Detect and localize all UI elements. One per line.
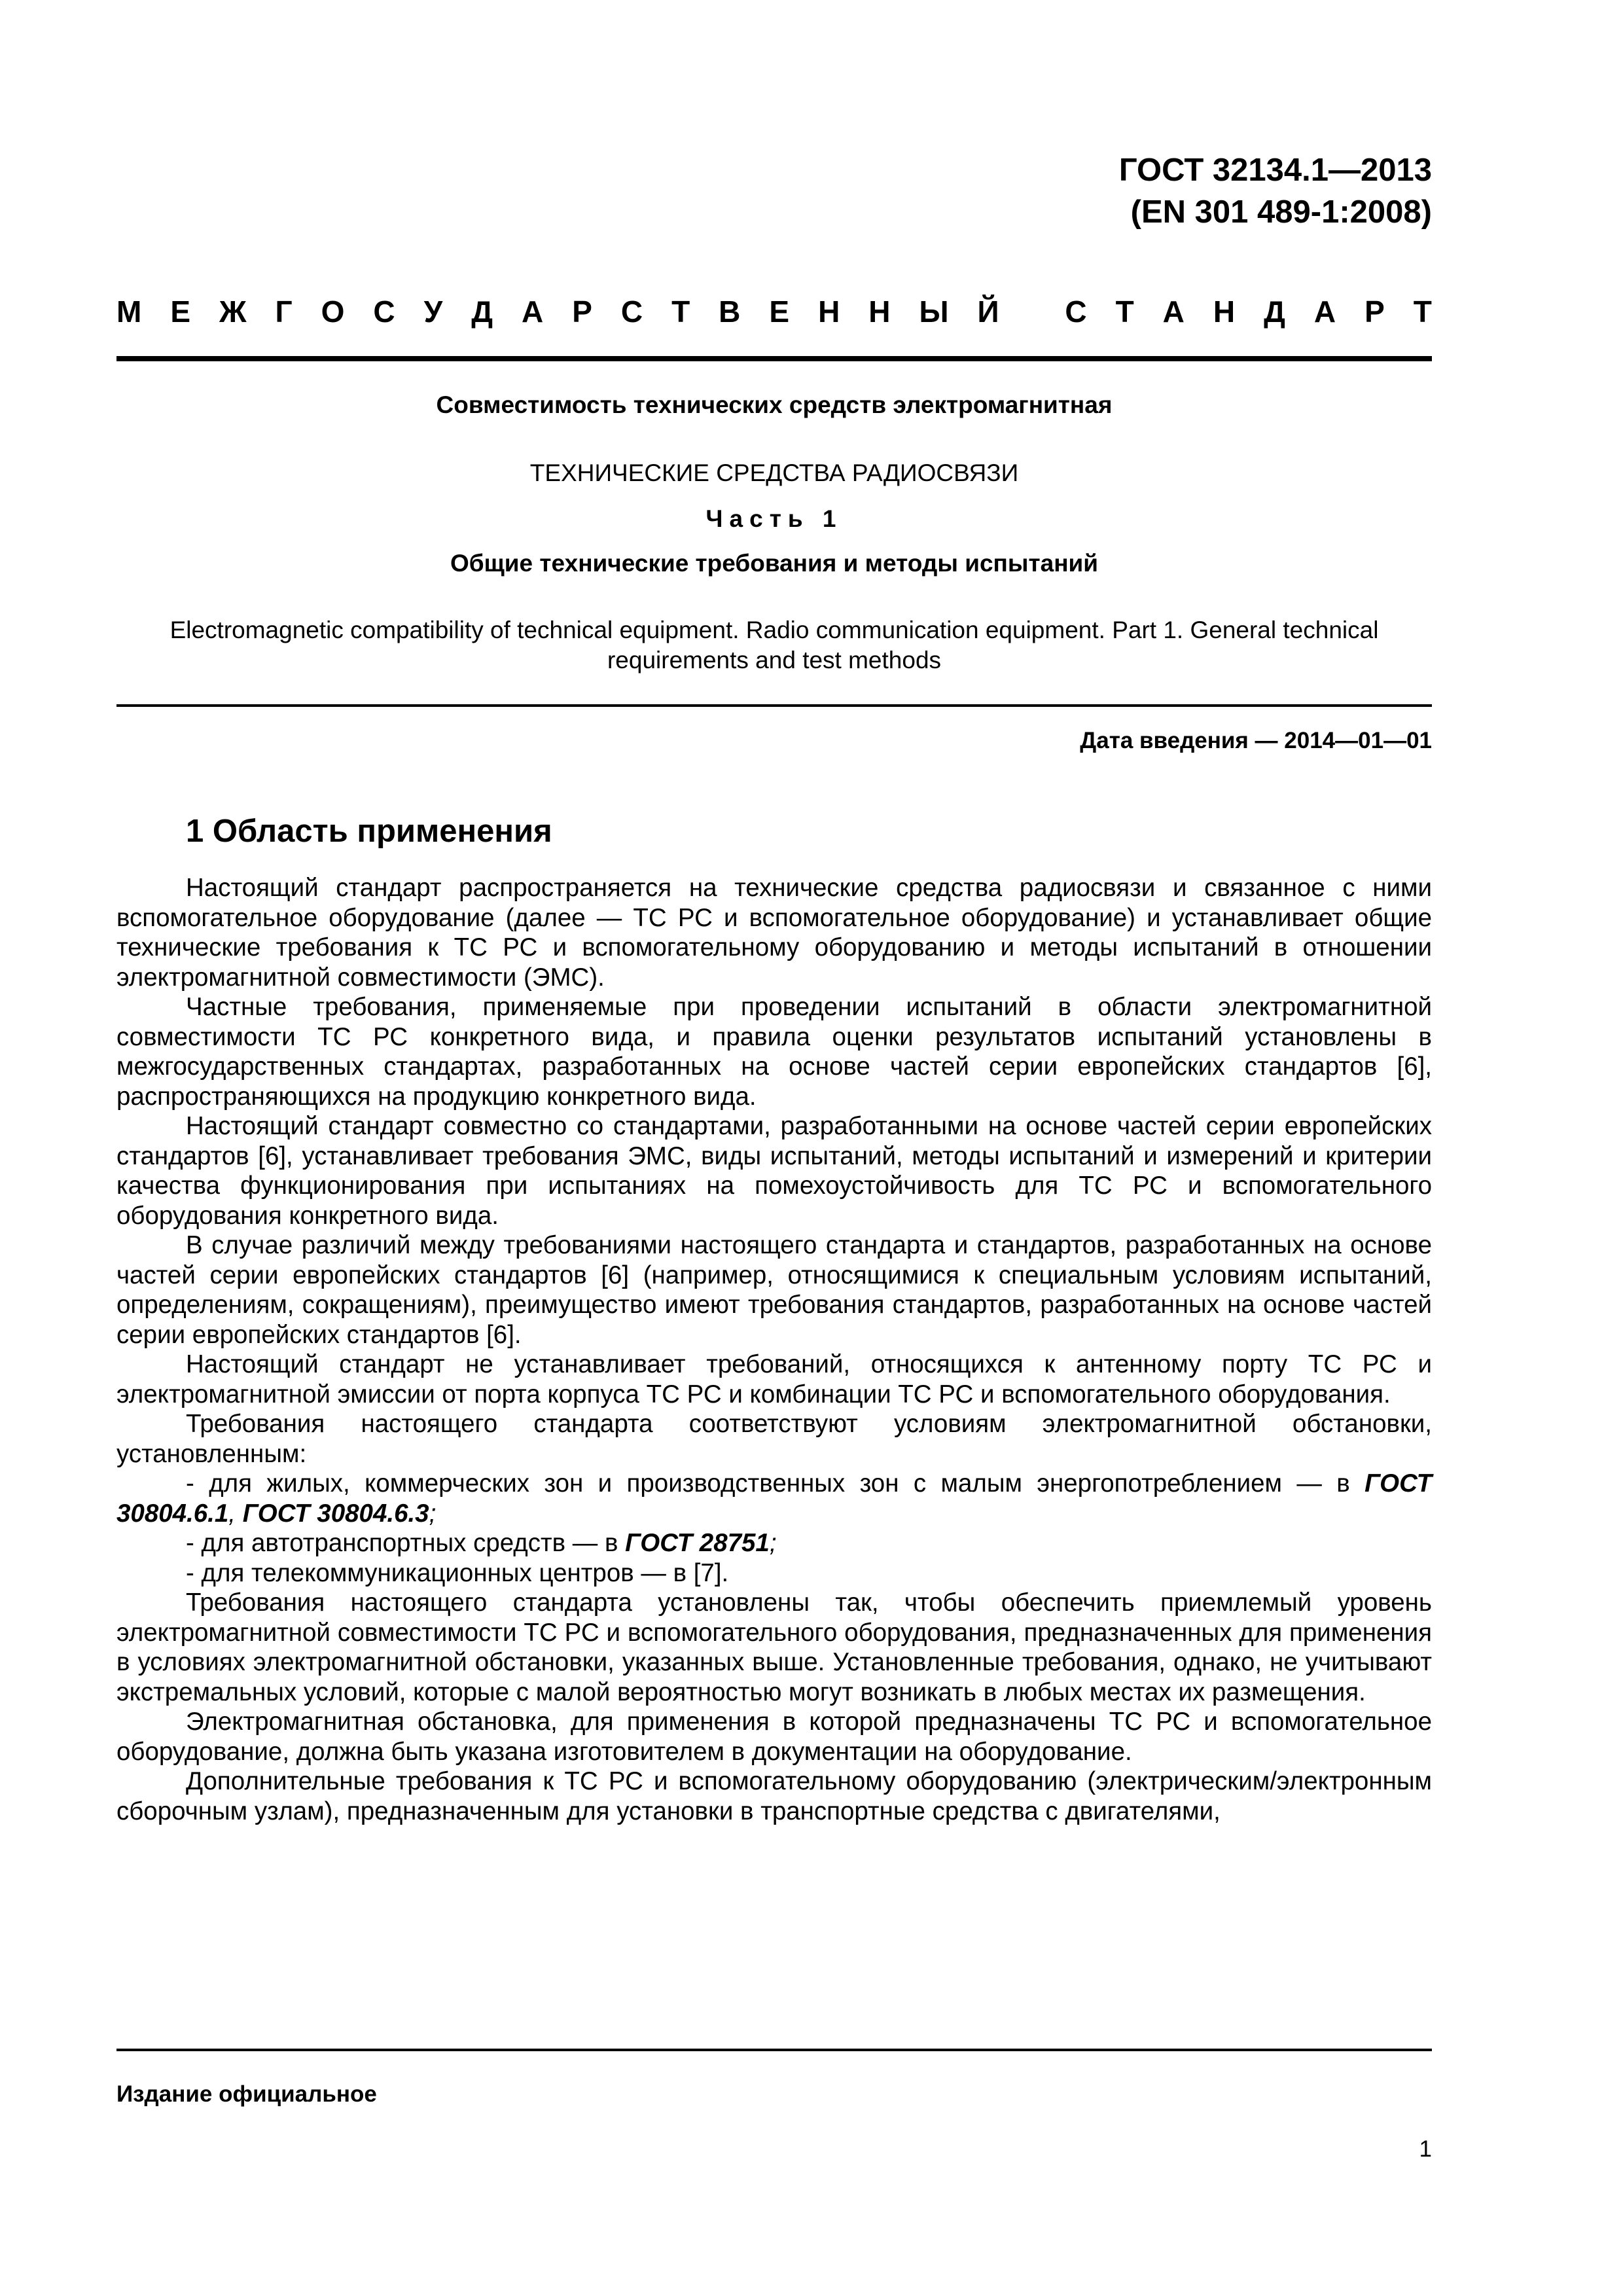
interstate-standard-banner [116, 293, 1432, 330]
page-number: 1 [1419, 2136, 1432, 2162]
standard-code [1119, 149, 1432, 233]
banner-letter: О [321, 295, 345, 329]
paragraph: Настоящий стандарт распространяется на технические средства радиосвязи и связанное с ними вспомогательное оборудование (далее — ТС РС и вспомогательное оборудование) и устанавливает общие технические требования к ТС РС и вспомогательному оборудованию и методы испытаний в отношении электромагнитной совместимости (ЭМС). [116, 874, 1432, 992]
banner-letter: Й [977, 295, 999, 329]
banner-letter: Р [1364, 295, 1385, 329]
banner-letter [1028, 293, 1037, 330]
list-item [116, 1528, 1432, 1558]
banner-letter: Ы [919, 295, 949, 329]
banner-letter: У [423, 295, 443, 329]
standard-code-line1: ГОСТ 32134.1—2013 [1118, 152, 1432, 188]
list-item-end: ; [769, 1529, 777, 1557]
separator: , [228, 1499, 243, 1528]
banner-letter: Е [769, 295, 790, 329]
banner-letter: Р [572, 295, 592, 329]
banner-letter: А [521, 295, 544, 329]
banner-letter: М [116, 295, 142, 329]
paragraph: Частные требования, применяемые при проведении испытаний в области электромагнитной совместимости ТС РС конкретного вида, и правила оценки результатов испытаний установлены в межгосударственных стандартах, разработанных на основе частей серии европейских стандартов [6], распространяющихся на продукцию конкретного вида. [116, 993, 1432, 1111]
list-item: - для телекоммуникационных центров — в [7]. [186, 1558, 729, 1587]
standard-reference: ГОСТ 30804.6.1 [116, 1469, 1432, 1528]
edition-label: Издание официальное [116, 2081, 377, 2107]
banner-letter: Г [275, 295, 293, 329]
banner-letter: Н [868, 295, 891, 329]
banner-letter: Т [1413, 295, 1432, 329]
title-rule [116, 704, 1432, 707]
list-item-text: - для автотранспортных средств — в [186, 1529, 626, 1557]
paragraph: Электромагнитная обстановка, для применения в которой предназначены ТС РС и вспомогательное оборудование, должна быть указана изготовителем в документации на оборудование. [116, 1708, 1432, 1766]
paragraph: Дополнительные требования к ТС РС и вспомогательному оборудованию (электрическим/электронным сборочным узлам), предназначенным для установки в транспортные средства с двигателями, [116, 1767, 1432, 1825]
banner-letter: А [1313, 295, 1336, 329]
standard-code-line2: (EN 301 489-1:2008) [1130, 194, 1432, 230]
paragraph: Настоящий стандарт совместно со стандартами, разработанными на основе частей серии европейских стандартов [6], устанавливает требования ЭМС, виды испытаний, методы испытаний и измерений и критерии качества функционирования при испытаниях на помехоустойчивость для ТС РС и вспомогательного оборудования конкретного вида. [116, 1112, 1432, 1230]
paragraph: Требования настоящего стандарта установлены так, чтобы обеспечить приемлемый уровень электромагнитной совместимости ТС РС и вспомогательного оборудования, предназначенных для применения в условиях электромагнитной обстановки, указанных выше. Установленные требования, однако, не учитывают экстремальных условий, которые с малой вероятностью могут возникать в любых местах их размещения. [116, 1588, 1432, 1706]
header-rule [116, 356, 1432, 361]
banner-letter: Е [170, 295, 190, 329]
footer-rule [116, 2049, 1432, 2051]
list-item-end: ; [429, 1499, 437, 1528]
paragraph: В случае различий между требованиями настоящего стандарта и стандартов, разработанных на основе частей серии европейских стандартов [6] (например, относящимися к специальным условиям испытаний, определениям, сокращениям), преимущество имеют требования стандартов, разработанных на основе частей серии европейских стандартов [6]. [116, 1231, 1432, 1349]
general-title: Совместимость технических средств электромагнитная [436, 391, 1113, 418]
standard-reference: ГОСТ 30804.6.3 [242, 1499, 429, 1528]
main-title: ТЕХНИЧЕСКИЕ СРЕДСТВА РАДИОСВЯЗИ [529, 459, 1019, 486]
section-heading: 1 Область применения [186, 814, 552, 849]
banner-letter: Т [1115, 295, 1134, 329]
section-body [116, 873, 1432, 1826]
banner-letter: Т [671, 295, 690, 329]
banner-letter: А [1162, 295, 1185, 329]
banner-letter: Ж [219, 295, 247, 329]
banner-letter: Д [471, 295, 493, 329]
banner-letter: С [620, 295, 643, 329]
banner-letter: С [373, 295, 395, 329]
list-item [116, 1469, 1432, 1528]
banner-letter: Н [818, 295, 840, 329]
banner-letter: Д [1264, 295, 1285, 329]
list-item-text: - для жилых, коммерческих зон и производственных зон с малым энергопотреблением — в [186, 1469, 1365, 1498]
standard-reference: ГОСТ 28751 [625, 1529, 770, 1557]
english-title: Electromagnetic compatibility of technical equipment. Radio communication equipment. Part 1. General technical requirements and test methods [169, 617, 1379, 673]
paragraph: Настоящий стандарт не устанавливает требований, относящихся к антенному порту ТС РС и электромагнитной эмиссии от порта корпуса ТС РС и комбинации ТС РС и вспомогательного оборудования. [116, 1350, 1432, 1408]
banner-letter: В [719, 295, 741, 329]
effective-date: Дата введения — 2014—01—01 [1080, 728, 1432, 753]
banner-letter: Н [1213, 295, 1236, 329]
paragraph: Требования настоящего стандарта соответствуют условиям электромагнитной обстановки, установленным: [116, 1410, 1432, 1468]
part-title: Часть 1 [705, 505, 843, 532]
subtitle: Общие технические требования и методы испытаний [450, 550, 1099, 577]
banner-letter: С [1065, 295, 1087, 329]
